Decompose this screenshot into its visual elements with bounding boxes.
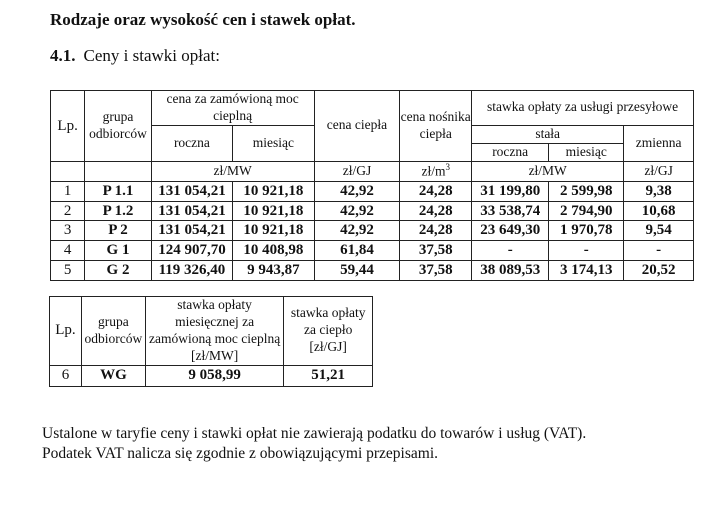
section-number: 4.1. <box>50 46 76 65</box>
cell-variable: 20,52 <box>624 260 694 280</box>
cell-lp: 4 <box>51 241 85 261</box>
cell-carrier: 37,58 <box>400 260 472 280</box>
header-group: grupa odbiorców <box>81 297 145 366</box>
cell-fixed-monthly: - <box>549 241 624 261</box>
table-row <box>51 181 694 201</box>
cell-annual: 131 054,21 <box>151 181 232 201</box>
vat-note-line-2: Podatek VAT nalicza się zgodnie z obowiązującymi przepisami. <box>42 445 438 462</box>
cell-carrier: 24,28 <box>400 221 472 241</box>
cell-group: P 1.2 <box>85 201 151 221</box>
cell-fixed-monthly: 1 970,78 <box>549 221 624 241</box>
unit-empty <box>51 161 85 181</box>
header-heat-price: cena ciepła <box>314 91 400 162</box>
cell-monthly: 10 408,98 <box>233 241 314 261</box>
header-carrier-price: cena nośnika ciepła <box>400 91 472 162</box>
document-title: Rodzaje oraz wysokość cen i stawek opłat. <box>50 10 356 29</box>
cell-heat: 59,44 <box>314 260 400 280</box>
price-table <box>50 90 694 281</box>
cell-monthly: 10 921,18 <box>233 221 314 241</box>
unit-transmission-fixed: zł/MW <box>472 161 624 181</box>
cell-monthly: 9 943,87 <box>233 260 314 280</box>
cell-annual: 124 907,70 <box>151 241 232 261</box>
header-monthly-power-fee: stawka opłaty miesięcznej za zamówioną moc cieplną [zł/MW] <box>145 297 283 366</box>
wg-price-table <box>49 296 373 387</box>
cell-lp: 1 <box>51 181 85 201</box>
table-row <box>51 201 694 221</box>
cell-heat: 42,92 <box>314 221 400 241</box>
cell-annual: 131 054,21 <box>151 221 232 241</box>
cell-group: WG <box>81 365 145 386</box>
cell-lp: 3 <box>51 221 85 241</box>
section-title: Ceny i stawki opłat: <box>83 46 220 65</box>
cell-variable: 10,68 <box>624 201 694 221</box>
cell-heat: 42,92 <box>314 181 400 201</box>
cell-fixed-monthly: 2 599,98 <box>549 181 624 201</box>
cell-monthly: 10 921,18 <box>233 201 314 221</box>
header-transmission-fee: stawka opłaty za usługi przesyłowe <box>472 91 694 126</box>
cell-group: G 2 <box>85 260 151 280</box>
cell-fixed-annual: 33 538,74 <box>472 201 549 221</box>
header-lp: Lp. <box>51 91 85 162</box>
cell-fixed-annual: 31 199,80 <box>472 181 549 201</box>
unit-power: zł/MW <box>151 161 314 181</box>
cell-lp: 5 <box>51 260 85 280</box>
cell-fixed-annual: - <box>472 241 549 261</box>
cell-group: P 2 <box>85 221 151 241</box>
cell-monthly-power-fee: 9 058,99 <box>145 365 283 386</box>
cell-variable: 9,54 <box>624 221 694 241</box>
cell-variable: 9,38 <box>624 181 694 201</box>
cell-lp: 6 <box>50 365 82 386</box>
table-row <box>51 260 694 280</box>
cell-carrier: 37,58 <box>400 241 472 261</box>
table-row <box>51 241 694 261</box>
unit-empty <box>85 161 151 181</box>
cell-fixed-monthly: 2 794,90 <box>549 201 624 221</box>
header-group: grupa odbiorców <box>85 91 151 162</box>
cell-variable: - <box>624 241 694 261</box>
cell-carrier: 24,28 <box>400 201 472 221</box>
cell-heat: 42,92 <box>314 201 400 221</box>
cell-fixed-annual: 23 649,30 <box>472 221 549 241</box>
header-fixed-annual: roczna <box>472 143 549 161</box>
unit-heat: zł/GJ <box>314 161 400 181</box>
unit-transmission-variable: zł/GJ <box>624 161 694 181</box>
unit-carrier-exp: 3 <box>445 162 450 173</box>
cell-heat: 61,84 <box>314 241 400 261</box>
cell-group: G 1 <box>85 241 151 261</box>
table-row <box>51 221 694 241</box>
cell-heat-fee: 51,21 <box>284 365 373 386</box>
header-fixed: stała <box>472 125 624 143</box>
header-monthly: miesiąc <box>233 125 314 161</box>
header-ordered-power-price: cena za zamówioną moc cieplną <box>151 91 314 126</box>
section-heading <box>50 46 220 66</box>
header-variable: zmienna <box>624 125 694 161</box>
unit-carrier <box>400 161 472 181</box>
cell-carrier: 24,28 <box>400 181 472 201</box>
cell-annual: 131 054,21 <box>151 201 232 221</box>
header-lp: Lp. <box>50 297 82 366</box>
header-fixed-monthly: miesiąc <box>549 143 624 161</box>
cell-fixed-annual: 38 089,53 <box>472 260 549 280</box>
header-heat-fee: stawka opłaty za ciepło [zł/GJ] <box>284 297 373 366</box>
cell-fixed-monthly: 3 174,13 <box>549 260 624 280</box>
unit-carrier-base: zł/m <box>421 163 446 179</box>
cell-annual: 119 326,40 <box>151 260 232 280</box>
header-annual: roczna <box>151 125 232 161</box>
cell-monthly: 10 921,18 <box>233 181 314 201</box>
cell-group: P 1.1 <box>85 181 151 201</box>
vat-note <box>42 424 682 464</box>
cell-lp: 2 <box>51 201 85 221</box>
vat-note-line-1: Ustalone w taryfie ceny i stawki opłat nie zawierają podatku do towarów i usług (VAT). <box>42 425 587 442</box>
